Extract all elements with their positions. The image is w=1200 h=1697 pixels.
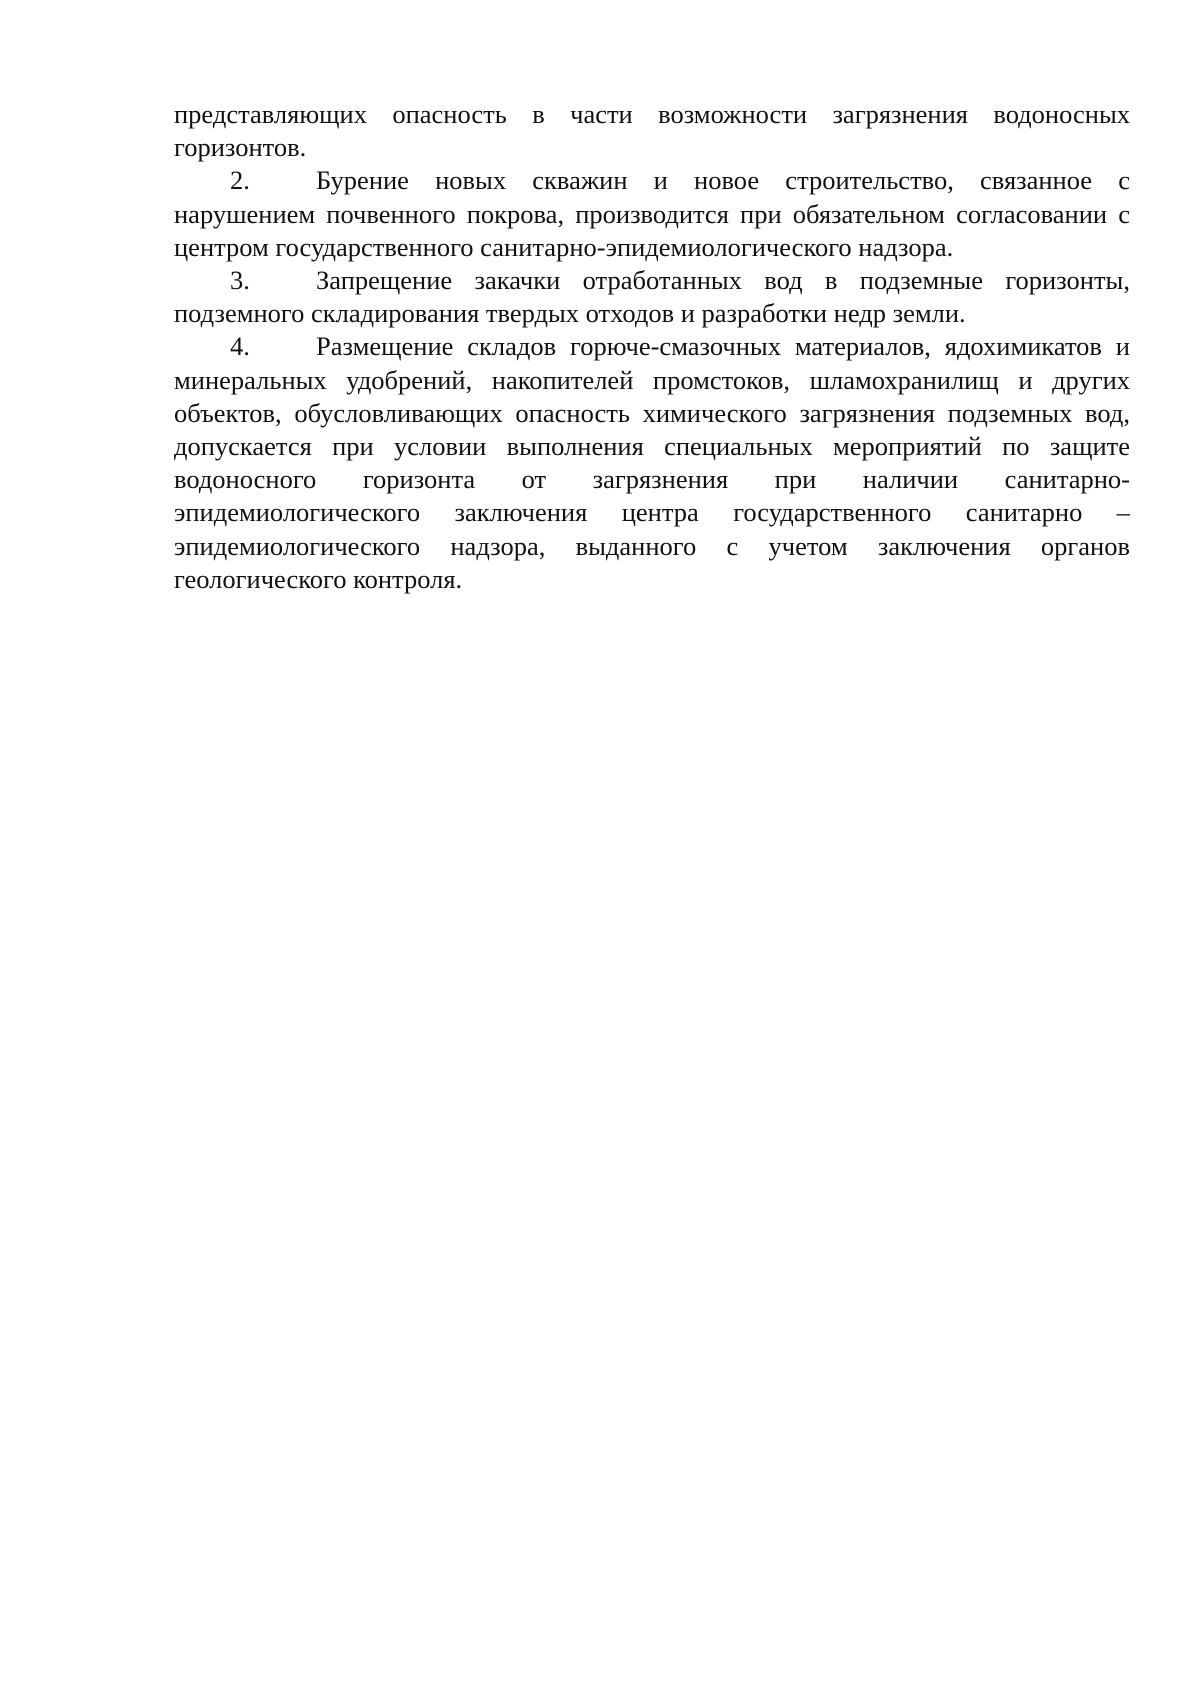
list-item-number: 2. bbox=[230, 165, 250, 196]
list-item-number: 4. bbox=[230, 331, 250, 362]
list-item-3 bbox=[174, 264, 1130, 330]
list-item-number: 3. bbox=[230, 265, 250, 296]
document-body bbox=[174, 98, 1130, 596]
list-item-text: Размещение складов горюче-смазочных материалов, ядохимикатов и минеральных удобрений, накопителей промстоков, шламохранилищ и других объектов, обусловливающих опасность химического загрязнения подземных вод, допускается при условии выполнения специальных мероприятий по защите водоносного горизонта от загрязнения при наличии санитарно-эпидемиологического заключения центра государственного санитарно – эпидемиологического надзора, выданного с учетом заключения органов геологического контроля. bbox=[174, 331, 1130, 594]
list-item-text: Бурение новых скважин и новое строительство, связанное с нарушением почвенного покрова, производится при обязательном согласовании с центром государственного санитарно-эпидемиологического надзора. bbox=[174, 165, 1130, 262]
continuation-paragraph: представляющих опасность в части возможности загрязнения водоносных горизонтов. bbox=[174, 99, 1130, 163]
list-item-2 bbox=[174, 164, 1130, 264]
list-item-4 bbox=[174, 330, 1130, 596]
list-item-text: Запрещение закачки отработанных вод в подземные горизонты, подземного складирования твердых отходов и разработки недр земли. bbox=[174, 265, 1130, 329]
